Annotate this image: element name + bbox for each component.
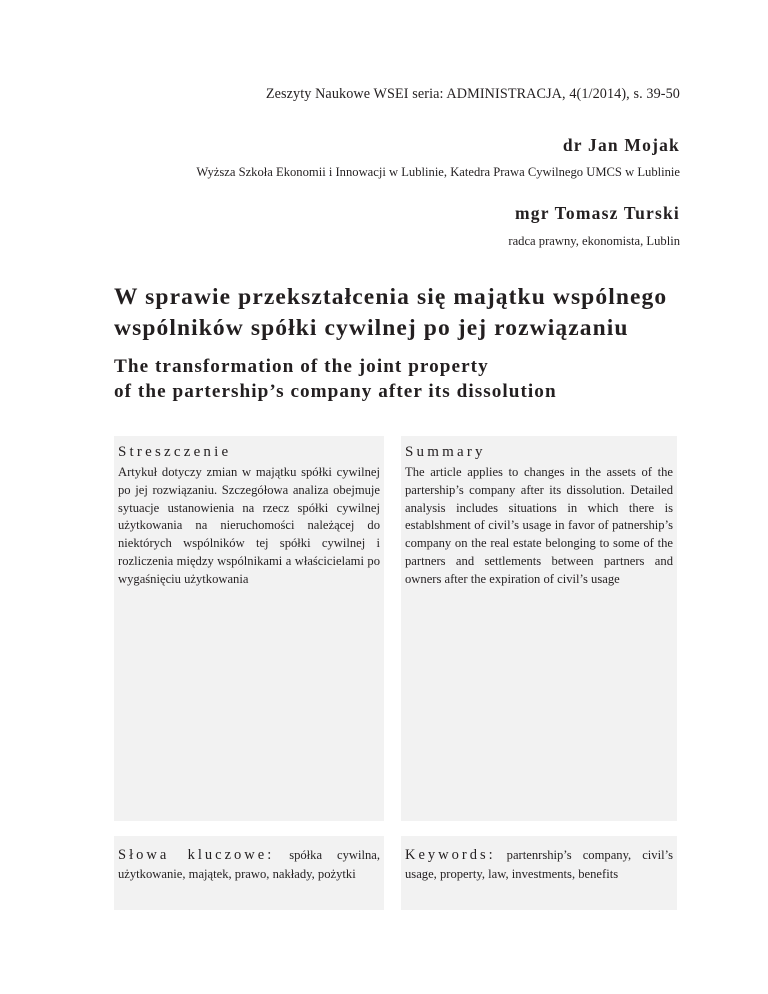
- keywords-english-box: [401, 836, 677, 910]
- keywords-polish-label: Słowa kluczowe:: [118, 847, 275, 863]
- author-name-1: dr Jan Mojak: [562, 135, 680, 155]
- author-name-2: mgr Tomasz Turski: [515, 203, 680, 223]
- article-title-polish: [114, 282, 714, 344]
- keywords-english-label: Keywords:: [405, 847, 496, 863]
- abstract-english-text: The article applies to changes in the assets of the partership’s company after its dissolution. Detailed analysis includes situations in which there is establshment of civil’s usage in favor of patnership’s company on the real estate belonging to some of the partners and settlements between partners and owners after the expiration of civil’s usage: [405, 465, 673, 586]
- title-pl-line-2: wspólników spółki cywilnej po jej rozwiązaniu: [114, 315, 629, 341]
- keywords-english: [401, 836, 677, 884]
- keywords-english-text: partenrship’s company, civil’s usage, property, law, investments, benefits: [405, 848, 673, 881]
- keywords-polish: [114, 836, 384, 884]
- abstract-polish-text: Artykuł dotyczy zmian w majątku spółki cywilnej po jej rozwiązaniu. Szczegółowa analiza obejmuje sytuacje ustanowienia na rzecz spółki cywilnej użytkowania na nieruchomości należącej do niektórych wspólników tej spółki cywilnej i rozliczenia między wspólnikami a właścicielami po wygaśnięciu użytkowania: [118, 465, 380, 586]
- title-en-line-2: of the partership’s company after its dissolution: [114, 381, 557, 402]
- author-affiliation-1: Wyższa Szkoła Ekonomii i Innowacji w Lublinie, Katedra Prawa Cywilnego UMCS w Lublinie: [196, 165, 680, 179]
- journal-header: Zeszyty Naukowe WSEI seria: ADMINISTRACJA, 4(1/2014), s. 39-50: [265, 86, 680, 102]
- keywords-polish-text: spółka cywilna, użytkowanie, majątek, prawo, nakłady, pożytki: [118, 848, 381, 881]
- abstract-polish-heading: Streszczenie: [118, 444, 232, 460]
- title-en-line-1: The transformation of the joint property: [114, 356, 489, 377]
- author-affiliation-2: radca prawny, ekonomista, Lublin: [508, 234, 680, 248]
- keywords-polish-box: [114, 836, 384, 910]
- abstract-polish-box: [114, 436, 384, 821]
- title-pl-line-1: W sprawie przekształcenia się majątku wspólnego: [114, 284, 668, 310]
- article-title-english: [114, 354, 714, 404]
- abstract-english-heading: Summary: [405, 444, 486, 460]
- abstract-english-box: [401, 436, 677, 821]
